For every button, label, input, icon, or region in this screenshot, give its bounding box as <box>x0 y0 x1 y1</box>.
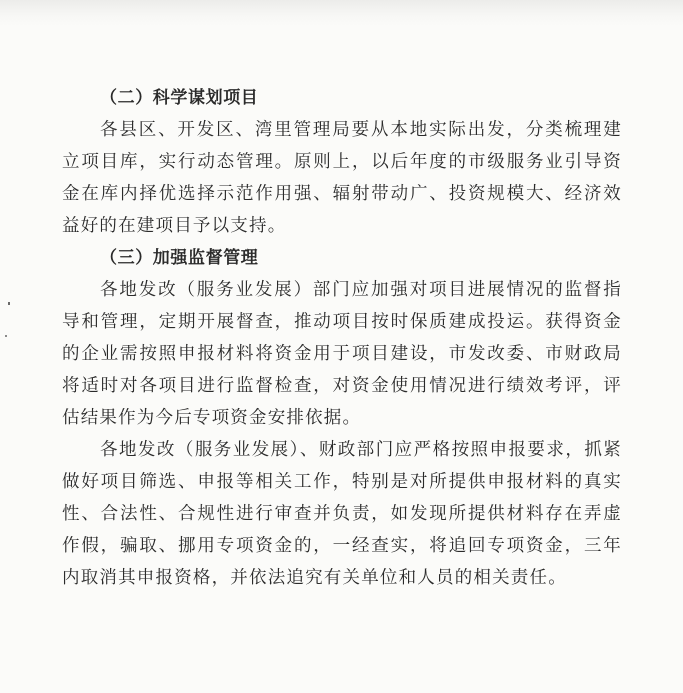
section-3-paragraph-2: 各地发改（服务业发展）、财政部门应严格按照申报要求，抓紧做好项目筛选、申报等相关工作，特别是对所提供申报材料的真实性、合法性、合规性进行审查并负责，如发现所提供材料存在弄虚作假，骗取、挪用专项资金的，一经查实，将追回专项资金，三年内取消其申报资格，并依法追究有关单位和人员的相关责任。 <box>62 440 622 588</box>
document-page <box>62 82 622 594</box>
section-2-paragraph: 各县区、开发区、湾里管理局要从本地实际出发，分类梳理建立项目库，实行动态管理。原则上，以后年度的市级服务业引导资金在库内择优选择示范作用强、辐射带动广、投资规模大、经济效益好的在建项目予以支持。 <box>62 120 622 236</box>
scan-speck <box>5 335 7 337</box>
section-heading-3: （三）加强监督管理 <box>100 248 259 268</box>
section-heading-2: （二）科学谋划项目 <box>100 88 259 108</box>
scan-top-shadow <box>0 0 683 26</box>
scan-speck <box>8 302 10 305</box>
section-3-paragraph-1: 各地发改（服务业发展）部门应加强对项目进展情况的监督指导和管理，定期开展督查，推动项目按时保质建成投运。获得资金的企业需按照申报材料将资金用于项目建设，市发改委、市财政局将适时对各项目进行监督检查，对资金使用情况进行绩效考评，评估结果作为今后专项资金安排依据。 <box>62 280 622 428</box>
